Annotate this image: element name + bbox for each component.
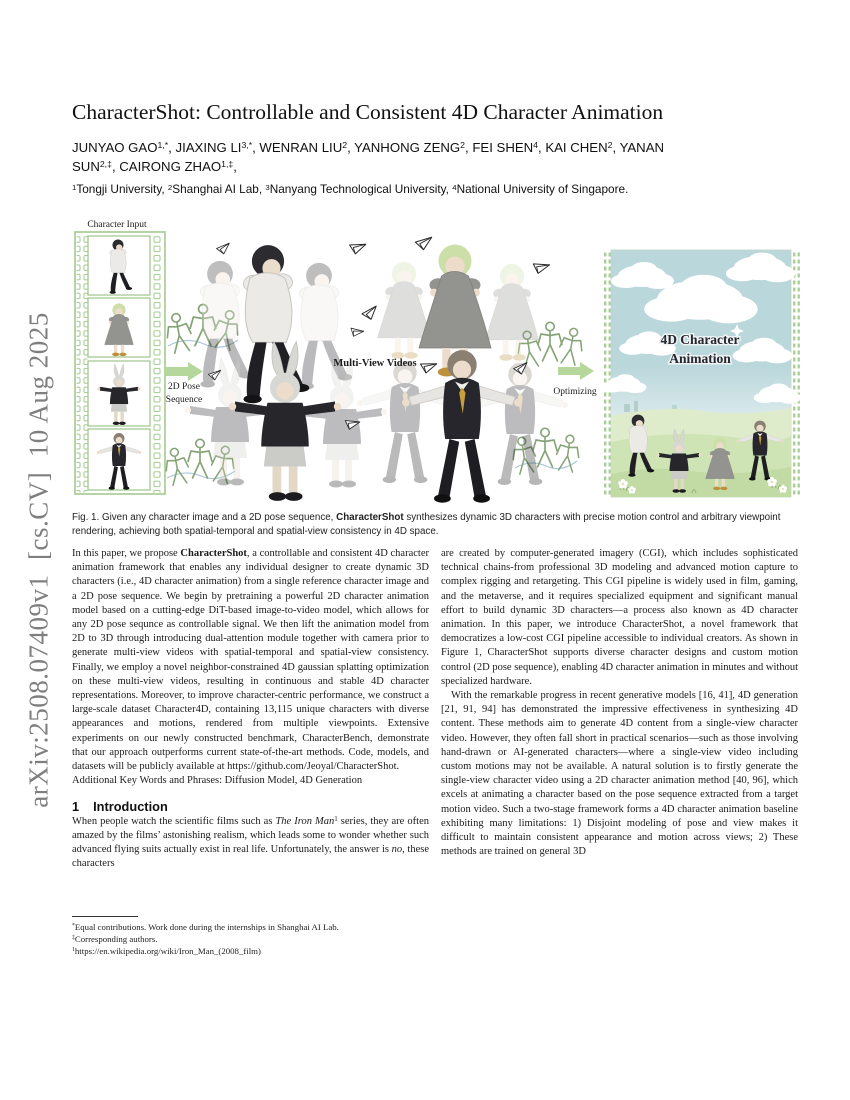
optimizing-arrow: [558, 362, 594, 380]
authors-line: JUNYAO $GAO^{1,*}$, JIAXING $LI^{3,*}$, WENRAN LIU$^2$, YANHONG ZENG$^2$, FEI SHEN$^4$, KAI CHEN$^2$, YANAN $SUN^{2,\ddagger}$, CAIRONG $ZHAO^{1,\ddagger}$,: [72, 140, 665, 174]
left-column: [72, 547, 429, 871]
body-paragraph-1: are created by computer-generated imagery (CGI), which includes sophisticated technical chains-from professional 3D modeling and advanced motion capture to complex rigging and retargeting. This CGI pipeline is widely used in film, gaming, and the metaverse, and it requires specialized equipment and significant manual effort to build dynamic 3D characters—a process also known as 4D character animation. In this paper, we introduce CharacterShot, a novel framework that democratizes a low-cost CGI pipeline accessible to individual creators. As shown in Figure 1, CharacterShot supports diverse character designs and custom motion control (2D pose sequence), enabling 4D character animation in minutes and without specialized hardware.: [441, 548, 798, 687]
footnote-rule: [72, 916, 138, 917]
section-number: 1: [72, 799, 80, 815]
panel-title-line-1: 4D Character: [660, 332, 740, 347]
section-title: Introduction: [93, 799, 168, 815]
character-input-filmstrip: [75, 232, 165, 494]
body-paragraph-2: With the remarkable progress in recent generative models [16, 41], 4D generation [21, 91, 94] has demonstrated the impressive effectiveness in synthesizing 4D content. These methods aim to generate 4D content from a single-view character video. However, they often fall short in practical scenarios—such as those involving hand-drawn or AI-generated characters—where a single-view video including custom motions may not be available. A natural solution is to firstly generate the single-view character video using a 2D character animation method [40, 96], which excels at animating a character based on the pose sequence extracted from a target motion video. Such a two-stage framework forms a 4D character animation baseline exhibiting many limitations: 1) Disjoint modeling of pose and view makes it difficult to maintain consistent appearance and motion across views; 2) These methods are trained on general 3D: [441, 690, 798, 858]
abstract-paragraph: In this paper, we propose CharacterShot, a controllable and consistent 4D character animation framework that enables any individual designer to create dynamic 3D characters (i.e., 4D character animation) from a single reference character image and a 2D pose sequence. We begin by pretraining a powerful 2D character animation model based on a cutting-edge DiT-based image-to-video model, which allows for any 2D pose sequnce as controllable signal. We then lift the animation model from 2D to 3D through introducing dual-attention module together with camera prior to generate multi-view videos with spatial-temporal and spatial-view consistency. Finally, we employ a novel neighbor-constrained 4D gaussian splatting optimization on these multi-view videos, resulting in continuous and stable 4D character representations. Moreover, to improve character-centric performance, we construct a large-scale dataset Character4D, containing 13,115 unique characters with diverse appearances and motions, rendered from multiple viewpoints. Extensive experiments on our newly constructed benchmark, CharacterBench, demonstrate that our approach outperforms current state-of-the-art methods. Code, models, and datasets will be publicly available at https://github.com/Jeoyal/CharacterShot.: [72, 548, 429, 773]
pose-sequence-arrow: [164, 362, 203, 381]
4d-animation-panel: [602, 250, 800, 497]
keywords-line: Additional Key Words and Phrases: Diffusion Model, 4D Generation: [72, 775, 363, 787]
footnote-equal-contrib: *Equal contributions. Work done during the internships in Shanghai AI Lab.: [72, 922, 339, 932]
figure-1-caption: Fig. 1. Given any character image and a 2D pose sequence, CharacterShot synthesizes dynamic 3D characters with precise motion control and arbitrary viewpoint rendering, achieving both spatial-temporal and spatial-view consistency in 4D space.: [72, 512, 781, 537]
section-1-heading: [72, 800, 429, 814]
figure-1: [72, 216, 800, 508]
arxiv-watermark: arXiv:2508.07409v1 [cs.CV] 10 Aug 2025: [23, 312, 54, 808]
multi-view-videos-label: Multi-View Videos: [333, 358, 417, 369]
footnote-corresponding: ‡Corresponding authors.: [72, 934, 158, 944]
optimizing-label: Optimizing: [553, 387, 597, 397]
right-column: [441, 547, 798, 859]
footnote-ironman-url: $^1$https://en.wikipedia.org/wiki/Iron_Man_(2008_film): [72, 946, 261, 956]
affiliations-line: $^1$Tongji University, $^2$Shanghai AI Lab, $^3$Nanyang Technological University, $^4$National University of Singapore.: [72, 182, 629, 196]
pose-sequence-label-2: Sequence: [165, 395, 203, 405]
page-title: CharacterShot: Controllable and Consistent 4D Character Animation: [72, 100, 664, 124]
panel-title-line-2: Animation: [669, 351, 731, 366]
pose-sequence-label-1: 2D Pose: [168, 382, 200, 392]
character-input-label: Character Input: [87, 220, 147, 230]
footnotes-block: [72, 916, 429, 957]
multiview-group-vest-boy: [357, 350, 568, 503]
figure-1-artwork: [72, 216, 800, 508]
intro-paragraph: When people watch the scientific films such as The Iron Man$^1$ series, they are often amazed by the films’ astonishing realism, which leads some to wonder whether such advanced flying suits actually exist in real life. Unfortunately, the answer is no, these characters: [72, 815, 429, 870]
